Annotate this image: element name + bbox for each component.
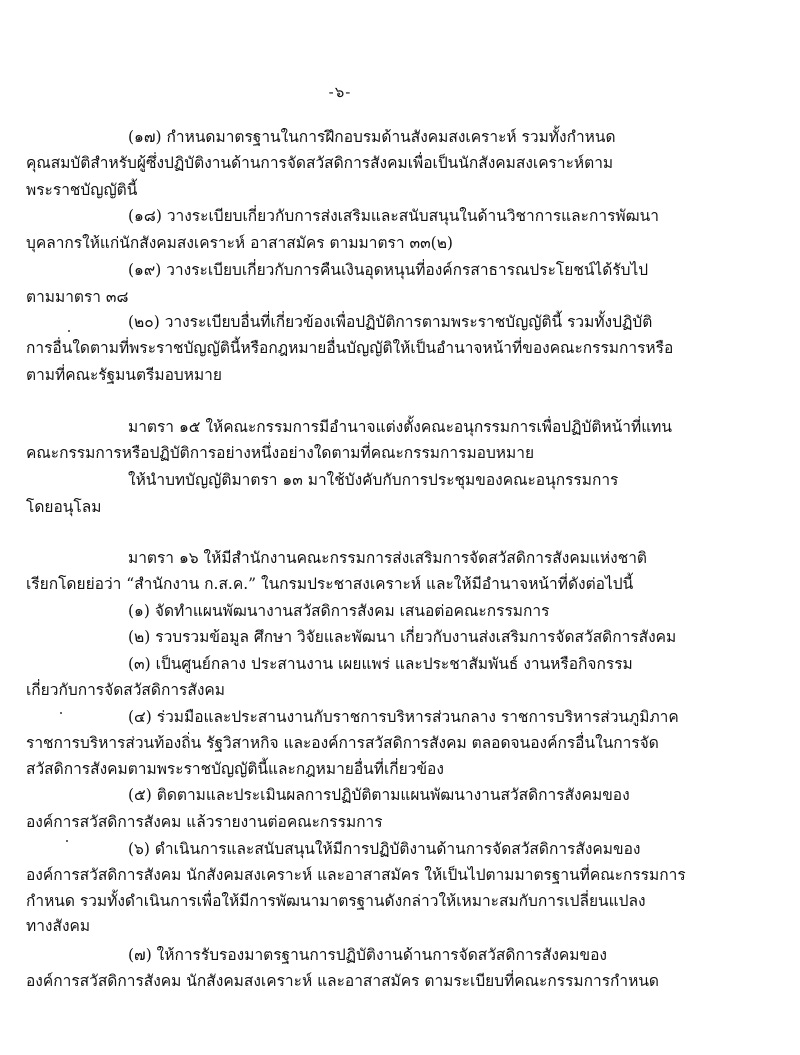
text-line: (๓) เป็นศูนย์กลาง ประสานงาน เผยแพร่ และประชาสัมพันธ์ งานหรือกิจกรรม xyxy=(128,655,633,673)
text-line: (๒) รวบรวมข้อมูล ศึกษา วิจัยและพัฒนา เกี่ยวกับงานส่งเสริมการจัดสวัสดิการสังคม xyxy=(128,628,677,646)
text-line: เรียกโดยย่อว่า “สำนักงาน ก.ส.ค.” ในกรมประชาสงเคราะห์ และให้มีอำนาจหน้าที่ดังต่อไปนี้ xyxy=(26,575,634,593)
text-line: โดยอนุโลม xyxy=(26,498,102,516)
text-line: ทางสังคม xyxy=(26,917,91,935)
text-line: (๔) ร่วมมือและประสานงานกับราชการบริหารส่วนกลาง ราชการบริหารส่วนภูมิภาค xyxy=(128,708,679,726)
text-line: (๖) ดำเนินการและสนับสนุนให้มีการปฏิบัติงานด้านการจัดสวัสดิการสังคมของ xyxy=(128,840,641,858)
text-line: ราชการบริหารส่วนท้องถิ่น รัฐวิสาหกิจ และองค์การสวัสดิการสังคม ตลอดจนองค์กรอื่นในการจัด xyxy=(26,734,659,752)
scan-speck xyxy=(66,840,68,842)
text-line: (๑) จัดทำแผนพัฒนางานสวัสดิการสังคม เสนอต่อคณะกรรมการ xyxy=(128,602,550,620)
text-line: กำหนด รวมทั้งดำเนินการเพื่อให้มีการพัฒนามาตรฐานดังกล่าวให้เหมาะสมกับการเปลี่ยนแปลง xyxy=(26,892,646,910)
scan-speck xyxy=(60,712,62,714)
text-line: (๑๘) วางระเบียบเกี่ยวกับการส่งเสริมและสนับสนุนในด้านวิชาการและการพัฒนา xyxy=(128,207,659,225)
text-line: ตามที่คณะรัฐมนตรีมอบหมาย xyxy=(26,366,222,384)
text-line: (๒๐) วางระเบียบอื่นที่เกี่ยวข้องเพื่อปฏิบัติการตามพระราชบัญญัตินี้ รวมทั้งปฏิบัติ xyxy=(128,313,653,331)
text-line: คุณสมบัติสำหรับผู้ซึ่งปฏิบัติงานด้านการจัดสวัสดิการสังคมเพื่อเป็นนักสังคมสงเคราะห์ตาม xyxy=(26,154,614,172)
text-line: องค์การสวัสดิการสังคม แล้วรายงานต่อคณะกรรมการ xyxy=(26,813,383,831)
text-line: (๗) ให้การรับรองมาตรฐานการปฏิบัติงานด้านการจัดสวัสดิการสังคมของ xyxy=(128,946,607,964)
text-line: ตามมาตรา ๓๘ xyxy=(26,288,129,306)
text-line: การอื่นใดตามที่พระราชบัญญัตินี้หรือกฎหมายอื่นบัญญัติให้เป็นอำนาจหน้าที่ของคณะกรรมการหรือ xyxy=(26,339,674,357)
text-line: องค์การสวัสดิการสังคม นักสังคมสงเคราะห์ และอาสาสมัคร ตามระเบียบที่คณะกรรมการกำหนด xyxy=(26,972,660,990)
text-line: มาตรา ๑๕ ให้คณะกรรมการมีอำนาจแต่งตั้งคณะอนุกรรมการเพื่อปฏิบัติหน้าที่แทน xyxy=(128,418,672,436)
text-line: เกี่ยวกับการจัดสวัสดิการสังคม xyxy=(26,681,225,699)
text-line: มาตรา ๑๖ ให้มีสำนักงานคณะกรรมการส่งเสริมการจัดสวัสดิการสังคมแห่งชาติ xyxy=(128,549,647,567)
text-line: (๑๙) วางระเบียบเกี่ยวกับการคืนเงินอุดหนุนที่องค์กรสาธารณประโยชน์ได้รับไป xyxy=(128,261,649,279)
scan-speck xyxy=(68,330,70,332)
page-number: -๖- xyxy=(328,83,352,101)
text-line: คณะกรรมการหรือปฏิบัติการอย่างหนึ่งอย่างใดตามที่คณะกรรมการมอบหมาย xyxy=(26,444,535,462)
text-line: บุคลากรให้แก่นักสังคมสงเคราะห์ อาสาสมัคร ตามมาตรา ๓๓(๒) xyxy=(26,234,453,252)
text-line: สวัสดิการสังคมตามพระราชบัญญัตินี้และกฎหมายอื่นที่เกี่ยวข้อง xyxy=(26,760,444,778)
text-line: องค์การสวัสดิการสังคม นักสังคมสงเคราะห์ และอาสาสมัคร ให้เป็นไปตามมาตรฐานที่คณะกรรมการ xyxy=(26,866,686,884)
text-line: (๑๗) กำหนดมาตรฐานในการฝึกอบรมด้านสังคมสงเคราะห์ รวมทั้งกำหนด xyxy=(128,128,616,146)
text-line: พระราชบัญญัตินี้ xyxy=(26,181,138,199)
text-line: (๕) ติดตามและประเมินผลการปฏิบัติตามแผนพัฒนางานสวัสดิการสังคมของ xyxy=(128,786,630,804)
text-line: ให้นำบทบัญญัติมาตรา ๑๓ มาใช้บังคับกับการประชุมของคณะอนุกรรมการ xyxy=(128,471,619,489)
